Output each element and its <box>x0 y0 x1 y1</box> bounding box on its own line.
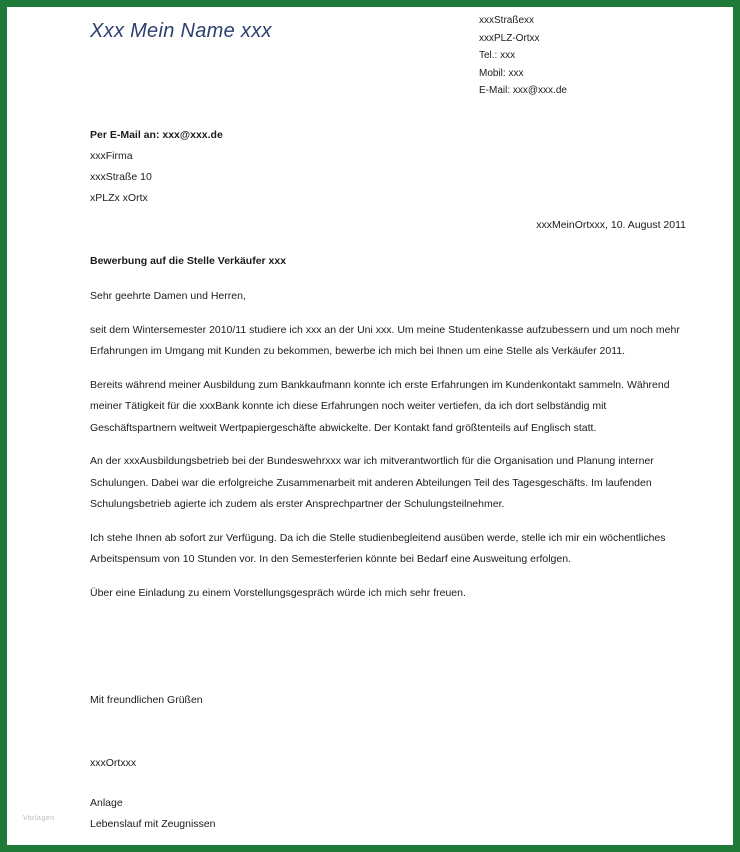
sender-contact-block <box>479 12 567 100</box>
date-line: xxxMeinOrtxxx, 10. August 2011 <box>536 219 686 231</box>
subject-line: Bewerbung auf die Stelle Verkäufer xxx <box>90 255 287 267</box>
body-paragraph: seit dem Wintersemester 2010/11 studiere ich xxx an der Uni xxx. Um meine Studentenkasse aufzubessern und um noch mehr Erfahrungen im Umgang mit Kunden zu bekommen, bewerbe ich mich bei Ihnen um eine Stelle als Verkäufer 2011. <box>90 323 680 357</box>
body-paragraph: Über eine Einladung zu einem Vorstellungsgespräch würde ich mich sehr freuen. <box>90 586 466 599</box>
enclosure-block <box>90 793 216 835</box>
body-paragraph: Ich stehe Ihnen ab sofort zur Verfügung. Da ich die Stelle studienbegleitend ausüben werde, stelle ich mir ein wöchentliches Arbeitspensum von 10 Stunden vor. In den Semesterferien könnte bei Bedarf eine Ausweitung erfolgen. <box>90 531 666 565</box>
sender-city: xxxPLZ-Ortxx <box>479 32 540 44</box>
recipient-street: xxxStraße 10 <box>90 171 152 183</box>
sender-name: Xxx Mein Name xxx <box>90 20 272 42</box>
sender-mobile: Mobil: xxx <box>479 67 524 79</box>
sender-email: E-Mail: xxx@xxx.de <box>479 85 567 96</box>
recipient-block <box>90 125 223 209</box>
sender-phone: Tel.: xxx <box>479 50 516 61</box>
body-paragraph: An der xxxAusbildungsbetrieb bei der Bundeswehrxxx war ich mitverantwortlich für die Organisation und Planung interner Schulungen. Dabei war die erfolgreiche Zusammenarbeit mit anderen Abteilungen Teil des Tagesgeschäfts. Im laufenden Schulungsbetrieb agierte ich zudem als erster Ansprechpartner der Schulungsteilnehmer. <box>90 455 654 510</box>
letter-body <box>90 286 690 616</box>
salutation: Sehr geehrte Damen und Herren, <box>90 290 246 302</box>
closing: Mit freundlichen Grüßen <box>90 694 203 706</box>
signature: xxxOrtxxx <box>90 757 137 769</box>
recipient-company: xxxFirma <box>90 150 133 162</box>
enclosure-label: Anlage <box>90 797 123 809</box>
recipient-via: Per E-Mail an: xxx@xxx.de <box>90 129 223 141</box>
watermark: Vorlagen <box>23 815 55 822</box>
sender-street: xxxStraßexx <box>479 15 535 26</box>
enclosure-item: Lebenslauf mit Zeugnissen <box>90 818 216 830</box>
body-paragraph: Bereits während meiner Ausbildung zum Bankkaufmann konnte ich erste Erfahrungen im Kundenkontakt sammeln. Während meiner Tätigkeit für die xxxBank konnte ich diese Erfahrungen noch weiter vertiefen, da ich dort selbständig mit Geschäftspartnern weltweit Wertpapiergeschäfte abwickelte. Der Kontakt fand größtenteils auf Englisch statt. <box>90 378 670 434</box>
recipient-city: xPLZx xOrtx <box>90 192 148 204</box>
letter-page <box>7 7 733 845</box>
